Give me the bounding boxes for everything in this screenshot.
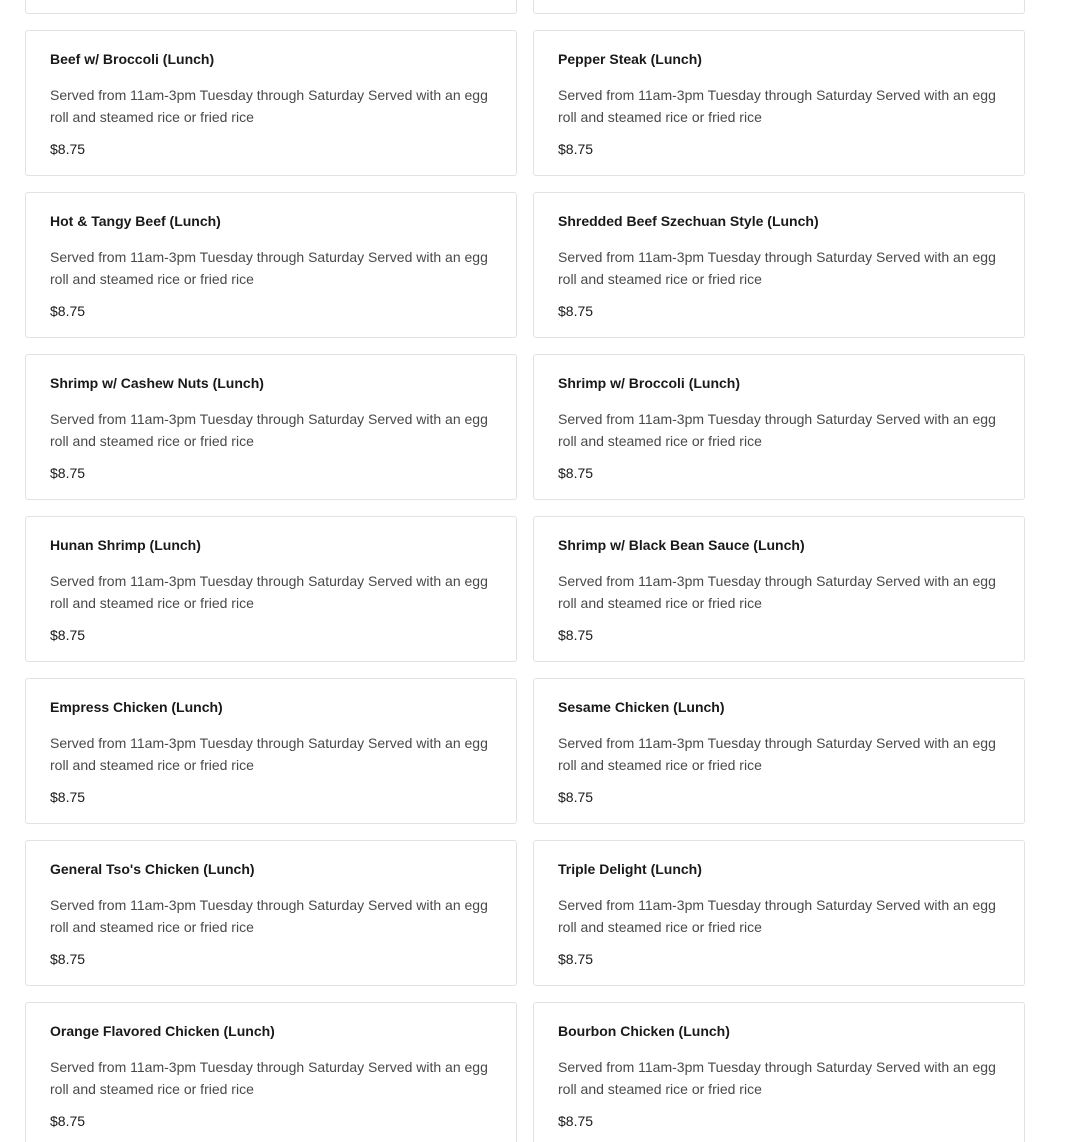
menu-item-description: Served from 11am-3pm Tuesday through Saturday Served with an egg roll and steamed rice or fried rice	[50, 411, 488, 449]
menu-item-price: $8.75	[558, 627, 594, 643]
menu-item-card[interactable]	[533, 516, 1025, 662]
menu-item-name: Hunan Shrimp (Lunch)	[50, 537, 201, 553]
menu-item-price: $8.75	[50, 141, 86, 157]
menu-item-price: $8.75	[558, 951, 594, 967]
menu-item-card[interactable]	[25, 30, 517, 176]
menu-item-price: $8.75	[50, 1113, 86, 1129]
menu-item-description: Served from 11am-3pm Tuesday through Saturday Served with an egg roll and steamed rice or fried rice	[50, 87, 488, 125]
menu-item-description: Served from 11am-3pm Tuesday through Saturday Served with an egg roll and steamed rice or fried rice	[50, 897, 488, 935]
menu-item-name: Empress Chicken (Lunch)	[50, 699, 223, 715]
menu-item-card[interactable]	[25, 840, 517, 986]
menu-item-card[interactable]	[533, 840, 1025, 986]
menu-item-name: Orange Flavored Chicken (Lunch)	[50, 1023, 275, 1039]
menu-item-price: $8.75	[558, 303, 594, 319]
menu-item-card[interactable]	[533, 354, 1025, 500]
menu-item-card[interactable]	[25, 0, 517, 14]
menu-item-name: Shrimp w/ Black Bean Sauce (Lunch)	[558, 537, 805, 553]
menu-item-grid	[25, 0, 1025, 1142]
menu-item-name: Pepper Steak (Lunch)	[558, 51, 702, 67]
menu-item-description: Served from 11am-3pm Tuesday through Saturday Served with an egg roll and steamed rice or fried rice	[558, 897, 996, 935]
menu-item-price: $8.75	[558, 141, 594, 157]
menu-item-price: $8.75	[50, 627, 86, 643]
menu-item-name: Triple Delight (Lunch)	[558, 861, 702, 877]
menu-item-price: $8.75	[50, 789, 86, 805]
menu-item-card[interactable]	[533, 30, 1025, 176]
menu-item-name: Shredded Beef Szechuan Style (Lunch)	[558, 213, 819, 229]
menu-item-description: Served from 11am-3pm Tuesday through Saturday Served with an egg roll and steamed rice or fried rice	[558, 249, 996, 287]
menu-item-price: $8.75	[50, 465, 86, 481]
menu-item-card[interactable]	[533, 0, 1025, 14]
menu-item-card[interactable]	[533, 1002, 1025, 1142]
menu-item-card[interactable]	[25, 354, 517, 500]
menu-item-description: Served from 11am-3pm Tuesday through Saturday Served with an egg roll and steamed rice or fried rice	[558, 573, 996, 611]
menu-item-description: Served from 11am-3pm Tuesday through Saturday Served with an egg roll and steamed rice or fried rice	[558, 411, 996, 449]
menu-item-card[interactable]	[25, 678, 517, 824]
menu-item-description: Served from 11am-3pm Tuesday through Saturday Served with an egg roll and steamed rice or fried rice	[558, 735, 996, 773]
menu-item-card[interactable]	[25, 1002, 517, 1142]
menu-item-card[interactable]	[533, 192, 1025, 338]
menu-item-price: $8.75	[50, 303, 86, 319]
menu-item-description: Served from 11am-3pm Tuesday through Saturday Served with an egg roll and steamed rice or fried rice	[558, 1059, 996, 1097]
menu-item-description: Served from 11am-3pm Tuesday through Saturday Served with an egg roll and steamed rice or fried rice	[50, 735, 488, 773]
menu-item-description: Served from 11am-3pm Tuesday through Saturday Served with an egg roll and steamed rice or fried rice	[558, 87, 996, 125]
menu-item-price: $8.75	[558, 789, 594, 805]
menu-item-name: Shrimp w/ Cashew Nuts (Lunch)	[50, 375, 264, 391]
menu-item-name: Beef w/ Broccoli (Lunch)	[50, 51, 215, 67]
menu-item-card[interactable]	[25, 516, 517, 662]
menu-item-card[interactable]	[25, 192, 517, 338]
menu-item-name: Shrimp w/ Broccoli (Lunch)	[558, 375, 741, 391]
menu-item-name: Hot & Tangy Beef (Lunch)	[50, 213, 221, 229]
menu-item-description: Served from 11am-3pm Tuesday through Saturday Served with an egg roll and steamed rice or fried rice	[50, 1059, 488, 1097]
menu-item-card[interactable]	[533, 678, 1025, 824]
menu-item-price: $8.75	[558, 1113, 594, 1129]
menu-item-price: $8.75	[558, 465, 594, 481]
menu-item-price: $8.75	[50, 951, 86, 967]
menu-item-description: Served from 11am-3pm Tuesday through Saturday Served with an egg roll and steamed rice or fried rice	[50, 573, 488, 611]
menu-item-name: Bourbon Chicken (Lunch)	[558, 1023, 730, 1039]
menu-item-description: Served from 11am-3pm Tuesday through Saturday Served with an egg roll and steamed rice or fried rice	[50, 249, 488, 287]
menu-item-name: General Tso's Chicken (Lunch)	[50, 861, 255, 877]
menu-item-name: Sesame Chicken (Lunch)	[558, 699, 725, 715]
